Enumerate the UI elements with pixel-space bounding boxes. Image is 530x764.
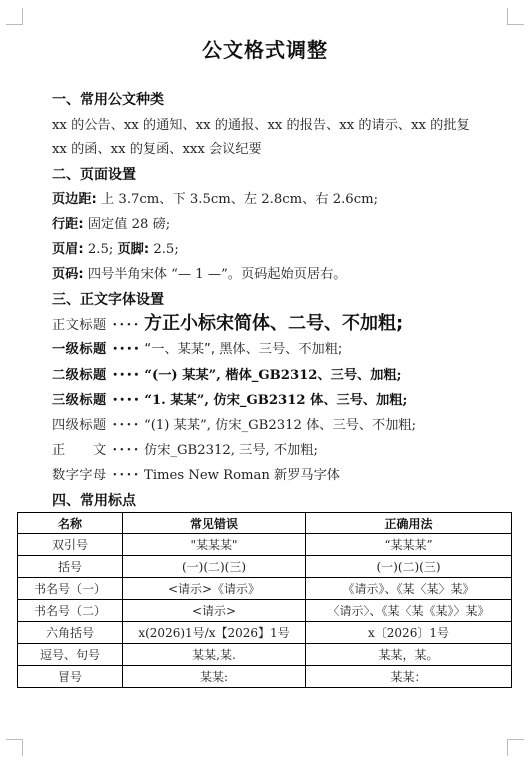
cell-name: 冒号 <box>18 666 123 688</box>
cell-name: 括号 <box>18 556 123 578</box>
doc-types-line-1: xx 的公告、xx 的通知、xx 的通报、xx 的报告、xx 的请示、xx 的批复 <box>52 118 470 133</box>
table-header-row <box>18 513 512 534</box>
page-number-label: 页码: <box>52 267 84 282</box>
cell-wrong: 某某,某. <box>123 644 306 666</box>
table-row <box>18 578 512 600</box>
section-1-heading: 一、常用公文种类 <box>52 92 164 108</box>
cell-wrong: 某某: <box>123 666 306 688</box>
table-row <box>18 622 512 644</box>
column-header-correct: 正确用法 <box>306 513 512 534</box>
page-corner-mark-top-left <box>6 8 23 25</box>
cell-name: 六角括号 <box>18 622 123 644</box>
margin-value: 上 3.7cm、下 3.5cm、左 2.8cm、右 2.6cm; <box>101 192 379 207</box>
cell-name: 双引号 <box>18 534 123 556</box>
cell-wrong: <请示> <box>123 600 306 622</box>
cell-name: 逗号、句号 <box>18 644 123 666</box>
page-number-setting <box>52 265 510 285</box>
cell-correct: x〔2026〕1号 <box>306 622 512 644</box>
font-row-value: “(一) 某某”, 楷体_GB2312、三号、加粗; <box>144 368 402 383</box>
footer-label: 页脚: <box>117 242 150 257</box>
line-spacing-setting <box>52 215 510 235</box>
cell-correct: 某某： <box>306 666 512 688</box>
cell-correct: 某某，某。 <box>306 644 512 666</box>
header-value: 2.5; <box>87 242 114 257</box>
line-spacing-value: 固定值 28 磅; <box>87 217 171 232</box>
page-corner-mark-bottom-right <box>507 739 524 756</box>
header-label: 页眉: <box>52 242 84 257</box>
font-row-level-4 <box>52 416 510 436</box>
doc-types-line-2: xx 的函、xx 的复函、xxx 会议纪要 <box>52 142 262 157</box>
font-row-value: “1. 某某”, 仿宋_GB2312 体、三号、加粗; <box>144 393 408 408</box>
page-corner-mark-top-right <box>507 8 524 25</box>
margin-setting <box>52 190 510 210</box>
table-row <box>18 644 512 666</box>
font-row-label: 一级标题 ････ <box>52 342 141 357</box>
page-number-value: 四号半角宋体 “— 1 —”。页码起始页居右。 <box>87 267 347 282</box>
font-row-label: 正 文 ････ <box>52 443 140 458</box>
font-row-value: Times New Roman 新罗马字体 <box>144 468 340 483</box>
cell-name: 书名号（一） <box>18 578 123 600</box>
table-row <box>18 666 512 688</box>
footer-value: 2.5; <box>153 242 179 257</box>
line-spacing-label: 行距: <box>52 217 84 232</box>
cell-correct: 《请示》、《某〈某〉某》 <box>306 578 512 600</box>
document-title: 公文格式调整 <box>202 38 328 62</box>
font-row-level-1 <box>52 340 510 360</box>
cell-wrong: <请示>《请示》 <box>123 578 306 600</box>
font-row-label: 数字字母 ････ <box>52 468 140 483</box>
font-row-value: “一、某某”, 黑体、三号、不加粗; <box>144 342 343 357</box>
cell-correct: (一)(二)(三) <box>306 556 512 578</box>
font-row-label: 二级标题 ････ <box>52 368 141 383</box>
punctuation-table <box>17 512 512 688</box>
margin-label: 页边距: <box>52 192 97 207</box>
font-row-label: 正文标题 ････ <box>52 318 140 333</box>
font-row-body <box>52 441 510 461</box>
section-4-heading: 四、常用标点 <box>52 493 136 509</box>
page-corner-mark-bottom-left <box>6 739 23 756</box>
font-row-value: “(1) 某某”, 仿宋_GB2312 体、三号、不加粗; <box>144 418 417 433</box>
font-row-label: 四级标题 ････ <box>52 418 140 433</box>
font-row-value: 方正小标宋简体、二号、不加粗; <box>144 313 404 334</box>
cell-wrong: "某某某" <box>123 534 306 556</box>
cell-correct: “某某某” <box>306 534 512 556</box>
column-header-name: 名称 <box>18 513 123 534</box>
cell-wrong: x(2026)1号/x【2026】1号 <box>123 622 306 644</box>
header-footer-setting <box>52 240 510 260</box>
table-row <box>18 534 512 556</box>
cell-name: 书名号（二） <box>18 600 123 622</box>
font-row-digits <box>52 466 510 486</box>
font-row-level-3 <box>52 391 510 411</box>
column-header-wrong: 常见错误 <box>123 513 306 534</box>
font-row-level-2 <box>52 366 510 386</box>
cell-wrong: (一)(二)(三) <box>123 556 306 578</box>
font-row-label: 三级标题 ････ <box>52 393 141 408</box>
font-row-main-title <box>52 314 510 336</box>
table-row <box>18 600 512 622</box>
section-3-heading: 三、正文字体设置 <box>52 292 164 308</box>
cell-correct: 〈请示〉、《某〈某《某》〉某》 <box>306 600 512 622</box>
section-2-heading: 二、页面设置 <box>52 167 136 183</box>
font-row-value: 仿宋_GB2312, 三号, 不加粗; <box>144 443 318 458</box>
table-row <box>18 556 512 578</box>
